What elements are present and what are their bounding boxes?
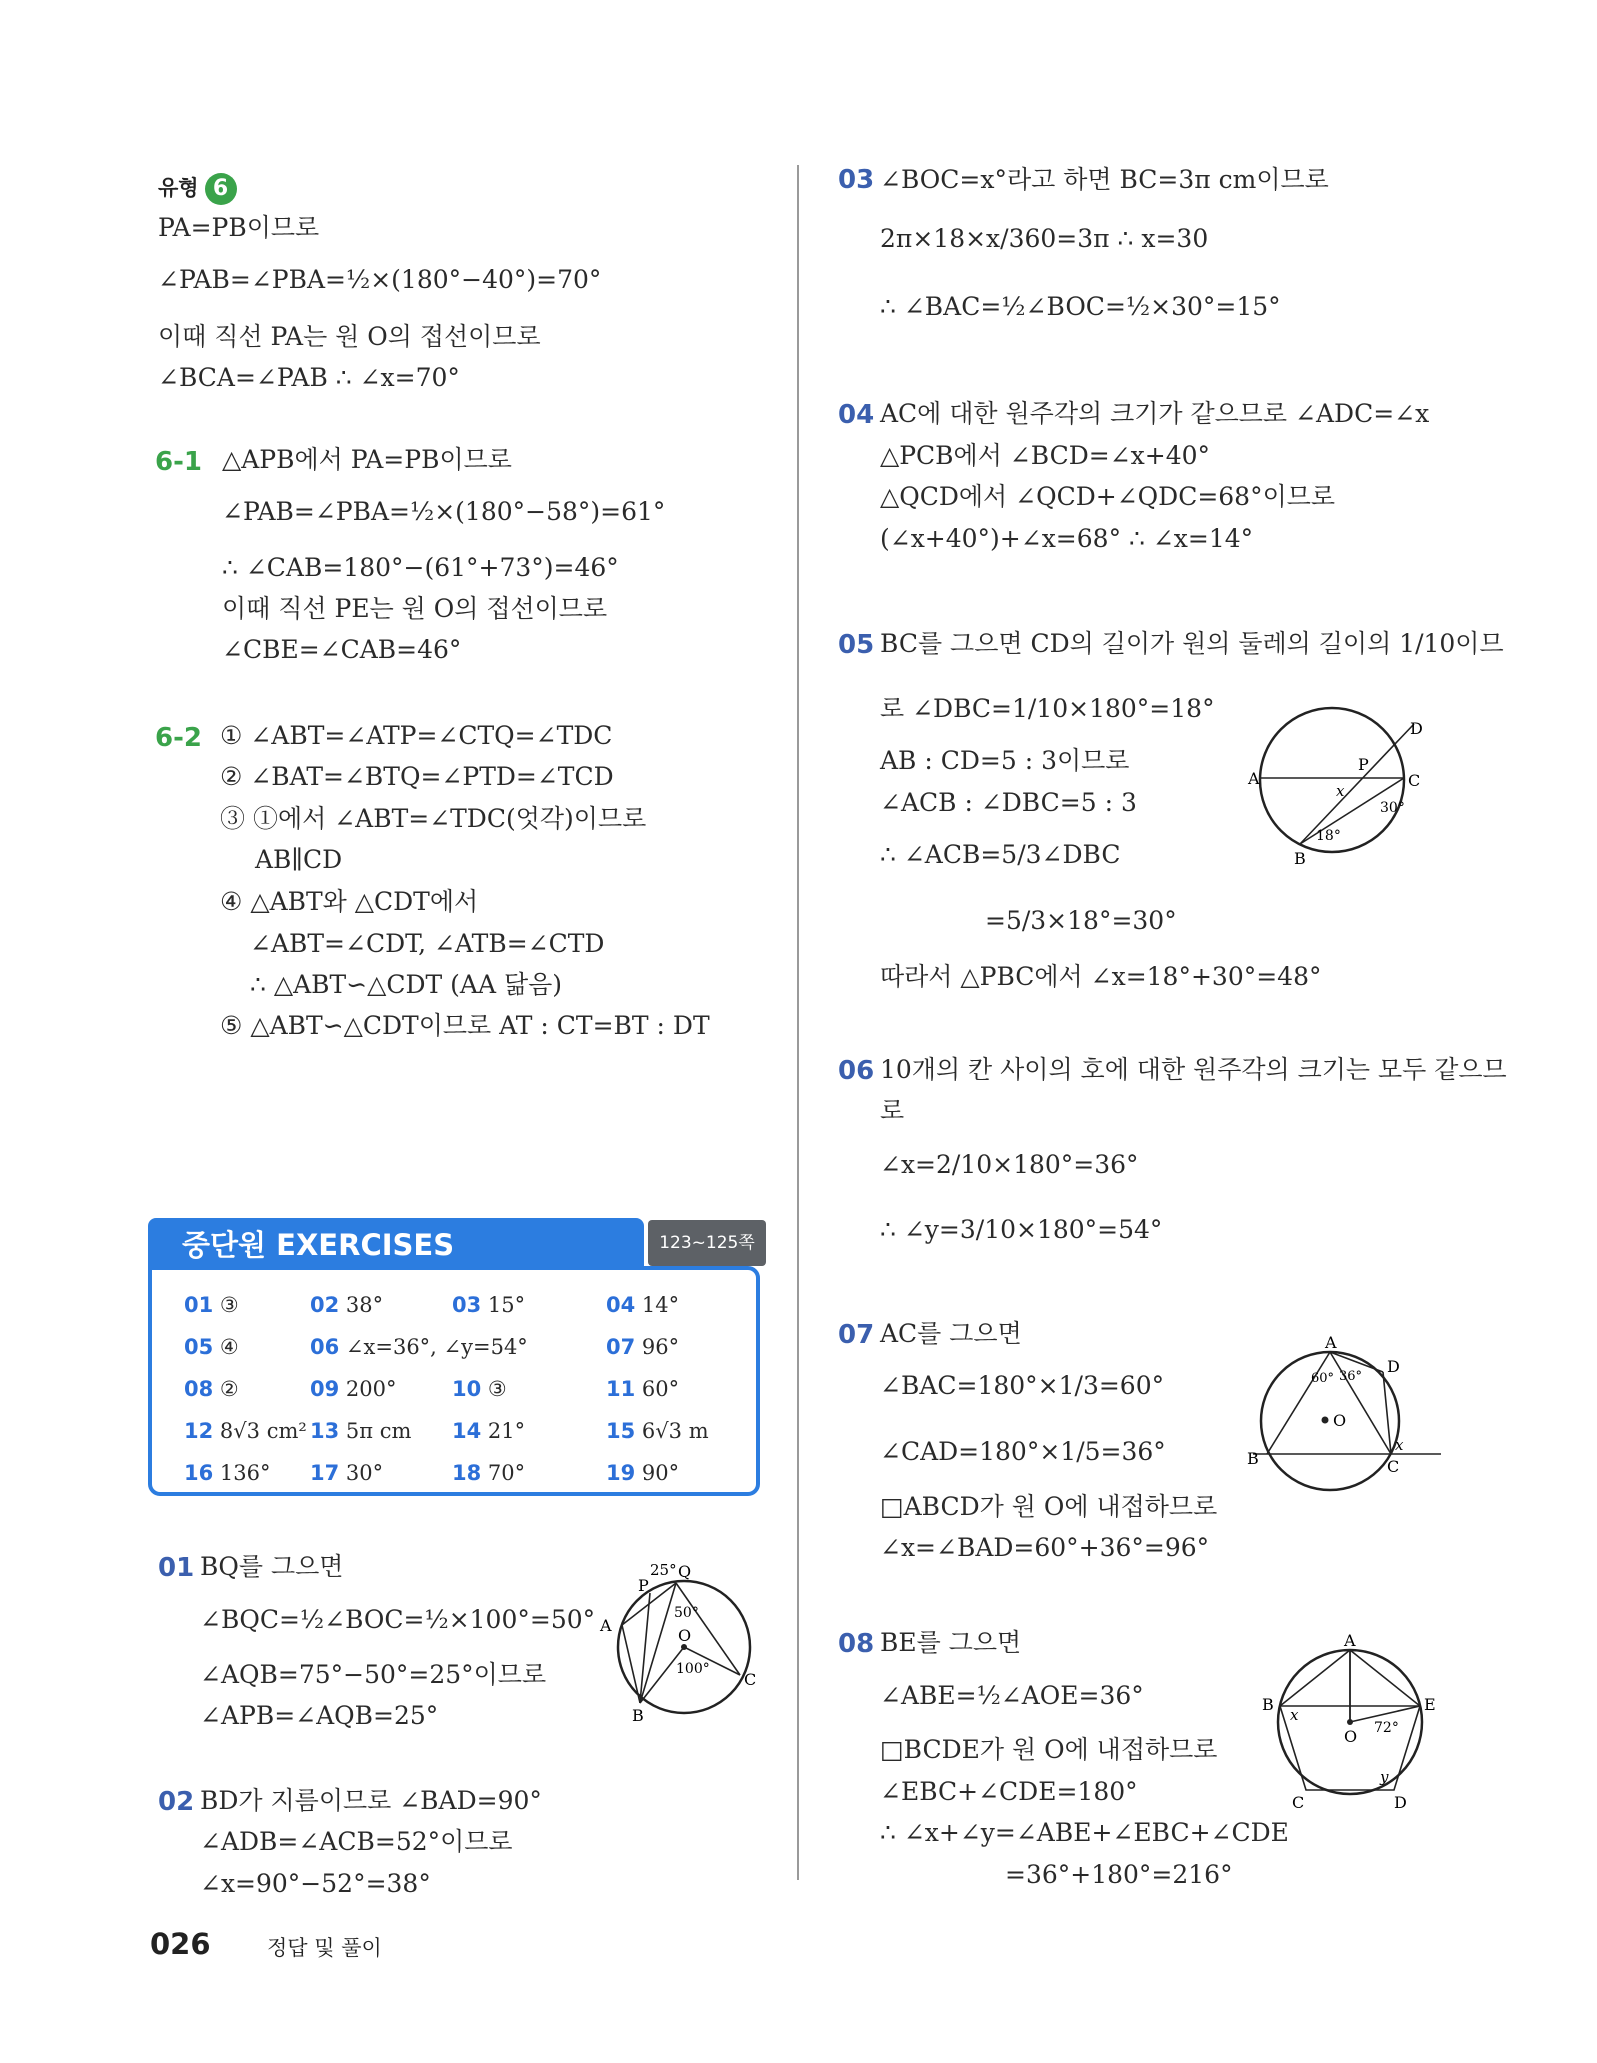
- p61-line: ∠PAB=∠PBA=½×(180°−58°)=61°: [222, 497, 666, 526]
- s08-line: □BCDE가 원 O에 내접하므로: [880, 1735, 1218, 1764]
- exercise-answer: 03 15°: [452, 1293, 526, 1317]
- fig01-label: O: [678, 1626, 692, 1645]
- fig07-label: x: [1395, 1436, 1404, 1454]
- p62-line: ∠ABT=∠CDT, ∠ATB=∠CTD: [250, 929, 605, 958]
- s03-line: ∠BOC=x°라고 하면 BC=3π cm이므로: [880, 165, 1329, 194]
- s07-line: □ABCD가 원 O에 내접하므로: [880, 1492, 1218, 1521]
- fig08-label: E: [1424, 1695, 1436, 1714]
- fig01-angle: 50°: [674, 1605, 699, 1621]
- fig08-label: B: [1262, 1695, 1274, 1714]
- fig05-angle: 18°: [1316, 828, 1341, 844]
- fig07-label: B: [1247, 1449, 1259, 1468]
- exercise-answer: 15 6√3 m: [606, 1419, 709, 1443]
- exercise-answer: 02 38°: [310, 1293, 384, 1317]
- fig01-label: C: [744, 1670, 757, 1689]
- fig01-label: P: [638, 1576, 649, 1595]
- fig05-label: D: [1410, 719, 1423, 738]
- exercise-answer: 09 200°: [310, 1377, 397, 1401]
- fig05-label: A: [1248, 769, 1260, 788]
- figure-05: [1250, 700, 1450, 870]
- s04-line: AC에 대한 원주각의 크기가 같으므로 ∠ADC=∠x: [880, 399, 1430, 428]
- fig01-label: A: [600, 1616, 612, 1635]
- s05-line: 로 ∠DBC=1/10×180°=18°: [880, 694, 1215, 723]
- s05-line: 따라서 △PBC에서 ∠x=18°+30°=48°: [880, 962, 1322, 991]
- fig08-label: D: [1394, 1793, 1407, 1812]
- p62-line: AB∥CD: [255, 845, 343, 874]
- type6-line: 이때 직선 PA는 원 O의 접선이므로: [158, 322, 541, 351]
- fig08-label: A: [1344, 1631, 1356, 1650]
- type6-line: PA=PB이므로: [158, 213, 320, 242]
- fig05-angle: 30°: [1380, 800, 1405, 816]
- s01-line: ∠APB=∠AQB=25°: [200, 1701, 439, 1730]
- fig08-label: y: [1380, 1768, 1389, 1786]
- s04-line: △PCB에서 ∠BCD=∠x+40°: [880, 441, 1211, 470]
- s05-line: AB : CD=5 : 3이므로: [880, 746, 1130, 775]
- p62-line: ③ ①에서 ∠ABT=∠TDC(엇각)이므로: [220, 804, 647, 833]
- fig07-label: O: [1333, 1411, 1347, 1430]
- fig05-label: P: [1358, 755, 1369, 774]
- s05-line: ∠ACB : ∠DBC=5 : 3: [880, 788, 1137, 817]
- s05-line: =5/3×18°=30°: [985, 906, 1177, 935]
- type6-line: ∠PAB=∠PBA=½×(180°−40°)=70°: [158, 265, 602, 294]
- footer-label: 정답 및 풀이: [267, 1936, 382, 1960]
- s08-line: ∠EBC+∠CDE=180°: [880, 1777, 1138, 1806]
- fig08-label: O: [1344, 1727, 1358, 1746]
- exercise-answer: 13 5π cm: [310, 1419, 412, 1443]
- p62-line: ∴ △ABT∽△CDT (AA 닮음): [250, 970, 563, 999]
- s07-line: ∠BAC=180°×1/3=60°: [880, 1371, 1165, 1400]
- exercise-answer: 08 ②: [184, 1377, 239, 1401]
- figure-01: [590, 1555, 770, 1725]
- fig07-angle: 60°: [1311, 1371, 1335, 1386]
- problem-number: 07: [838, 1320, 875, 1350]
- fig07-angle: 36°: [1339, 1369, 1363, 1384]
- p61-line: ∠CBE=∠CAB=46°: [222, 635, 462, 664]
- exercise-answer: 07 96°: [606, 1335, 680, 1359]
- s07-line: AC를 그으면: [880, 1319, 1022, 1348]
- problem-number: 05: [838, 630, 875, 660]
- exercises-pages: 123~125쪽: [648, 1220, 766, 1266]
- exercise-answer: 14 21°: [452, 1419, 526, 1443]
- problem-number: 04: [838, 400, 875, 430]
- s02-line: ∠x=90°−52°=38°: [200, 1869, 431, 1898]
- p62-line: ④ △ABT와 △CDT에서: [220, 887, 479, 916]
- figure-07: [1245, 1330, 1445, 1500]
- problem-number: 03: [838, 165, 875, 195]
- exercise-answer: 11 60°: [606, 1377, 680, 1401]
- exercise-answer: 01 ③: [184, 1293, 239, 1317]
- exercises-title: 중단원 EXERCISES: [182, 1228, 455, 1262]
- problem-number: 02: [158, 1787, 195, 1817]
- type-label: 유형: [158, 176, 199, 200]
- problem-number: 06: [838, 1056, 875, 1086]
- exercise-answer: 12 8√3 cm²: [184, 1419, 307, 1443]
- s06-line: 10개의 칸 사이의 호에 대한 원주각의 크기는 모두 같으므: [880, 1055, 1507, 1084]
- fig01-angle: 100°: [676, 1661, 710, 1677]
- fig01-label: B: [632, 1706, 644, 1725]
- s04-line: (∠x+40°)+∠x=68° ∴ ∠x=14°: [880, 524, 1254, 553]
- figure-08: [1262, 1630, 1442, 1810]
- fig08-angle: 72°: [1374, 1720, 1399, 1736]
- fig01-label: Q: [678, 1562, 692, 1581]
- page-number: 026: [150, 1927, 211, 1961]
- exercise-answer: 04 14°: [606, 1293, 680, 1317]
- s03-line: 2π×18×x/360=3π ∴ x=30: [880, 224, 1209, 253]
- s06-line: ∠x=2/10×180°=36°: [880, 1150, 1139, 1179]
- exercise-answer: 10 ③: [452, 1377, 507, 1401]
- fig05-label: C: [1408, 771, 1421, 790]
- s08-line: =36°+180°=216°: [1005, 1860, 1233, 1889]
- s03-line: ∴ ∠BAC=½∠BOC=½×30°=15°: [880, 292, 1281, 321]
- exercise-answer: 19 90°: [606, 1461, 680, 1485]
- s07-line: ∠x=∠BAD=60°+36°=96°: [880, 1533, 1210, 1562]
- s01-line: BQ를 그으면: [200, 1552, 344, 1581]
- column-divider: [797, 165, 799, 1880]
- p61-line: 이때 직선 PE는 원 O의 접선이므로: [222, 594, 608, 623]
- fig07-label: C: [1387, 1457, 1400, 1476]
- problem-number: 6-1: [155, 447, 202, 477]
- p62-line: ② ∠BAT=∠BTQ=∠PTD=∠TCD: [220, 762, 614, 791]
- problem-number: 01: [158, 1553, 195, 1583]
- s07-line: ∠CAD=180°×1/5=36°: [880, 1437, 1166, 1466]
- s02-line: BD가 지름이므로 ∠BAD=90°: [200, 1786, 542, 1815]
- exercise-answer: 17 30°: [310, 1461, 384, 1485]
- exercise-answer: 16 136°: [184, 1461, 271, 1485]
- exercise-answer: 05 ④: [184, 1335, 239, 1359]
- s08-line: BE를 그으면: [880, 1628, 1022, 1657]
- type-number-badge: 6: [205, 173, 237, 205]
- fig05-label: B: [1294, 849, 1306, 868]
- fig07-label: A: [1325, 1333, 1337, 1352]
- s06-line: ∴ ∠y=3/10×180°=54°: [880, 1215, 1163, 1244]
- s05-line: BC를 그으면 CD의 길이가 원의 둘레의 길이의 1/10이므: [880, 629, 1504, 658]
- fig08-label: x: [1290, 1706, 1299, 1724]
- fig08-label: C: [1292, 1793, 1305, 1812]
- problem-number: 08: [838, 1629, 875, 1659]
- s08-line: ∴ ∠x+∠y=∠ABE+∠EBC+∠CDE: [880, 1818, 1289, 1847]
- s01-line: ∠BQC=½∠BOC=½×100°=50°: [200, 1605, 596, 1634]
- s02-line: ∠ADB=∠ACB=52°이므로: [200, 1827, 513, 1856]
- p61-line: △APB에서 PA=PB이므로: [222, 445, 512, 474]
- type6-line: ∠BCA=∠PAB ∴ ∠x=70°: [158, 363, 460, 392]
- s08-line: ∠ABE=½∠AOE=36°: [880, 1681, 1144, 1710]
- fig01-angle: 25°: [650, 1561, 677, 1579]
- s01-line: ∠AQB=75°−50°=25°이므로: [200, 1660, 547, 1689]
- s06-line: 로: [880, 1096, 905, 1125]
- p62-line: ① ∠ABT=∠ATP=∠CTQ=∠TDC: [220, 721, 613, 750]
- exercise-answer: 18 70°: [452, 1461, 526, 1485]
- fig05-label: x: [1336, 782, 1345, 800]
- p61-line: ∴ ∠CAB=180°−(61°+73°)=46°: [222, 553, 619, 582]
- s04-line: △QCD에서 ∠QCD+∠QDC=68°이므로: [880, 482, 1336, 511]
- exercise-answer: 06 ∠x=36°, ∠y=54°: [310, 1335, 528, 1359]
- problem-number: 6-2: [155, 723, 202, 753]
- fig07-label: D: [1387, 1357, 1400, 1376]
- p62-line: ⑤ △ABT∽△CDT이므로 AT : CT=BT : DT: [220, 1011, 710, 1040]
- s05-line: ∴ ∠ACB=5/3∠DBC: [880, 840, 1121, 869]
- type-header: [158, 171, 237, 205]
